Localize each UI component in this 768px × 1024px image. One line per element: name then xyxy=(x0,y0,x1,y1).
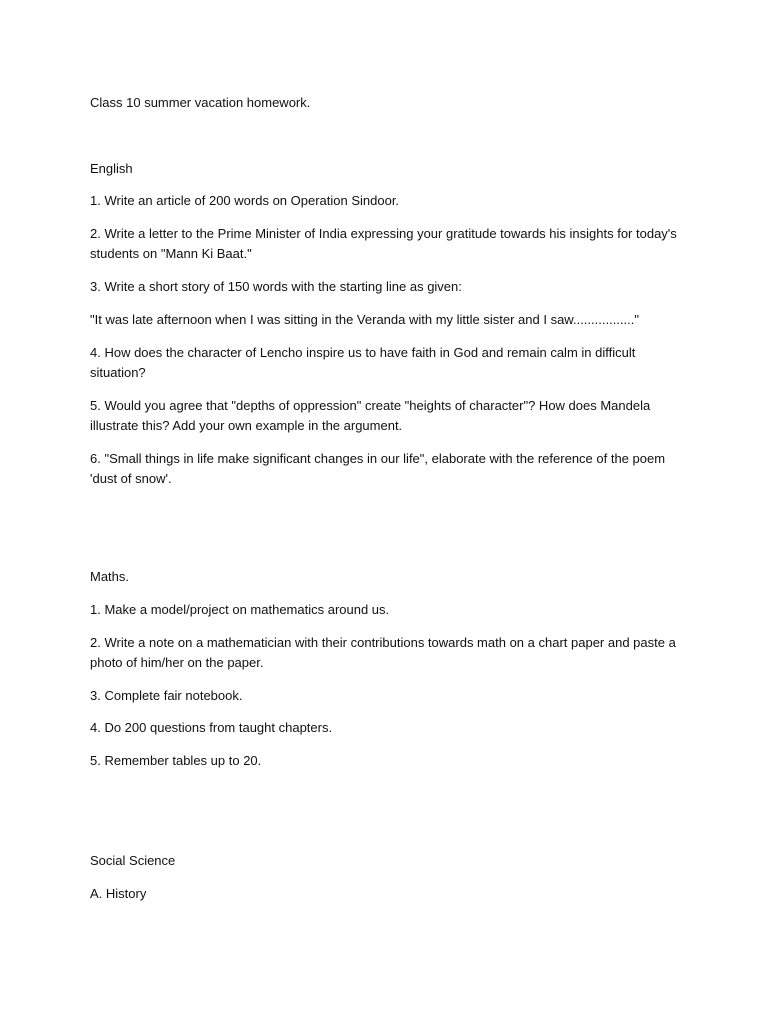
maths-item-3: 3. Complete fair notebook. xyxy=(90,688,243,703)
english-item-5: 5. Would you agree that "depths of oppression" create "heights of character"? How does Mandela illustrate this? Add your own example in the argument. xyxy=(90,398,651,433)
english-item-4: 4. How does the character of Lencho inspire us to have faith in God and remain calm in difficult situation? xyxy=(90,345,636,380)
document-title: Class 10 summer vacation homework. xyxy=(90,95,311,110)
section-heading-maths: Maths. xyxy=(90,569,130,584)
section-heading-english: English xyxy=(90,161,133,176)
english-item-1: 1. Write an article of 200 words on Operation Sindoor. xyxy=(90,193,400,208)
maths-item-1: 1. Make a model/project on mathematics around us. xyxy=(90,602,390,617)
section-heading-social-science: Social Science xyxy=(90,853,176,868)
maths-item-4: 4. Do 200 questions from taught chapters. xyxy=(90,720,333,735)
subheading-history: A. History xyxy=(90,886,147,901)
english-item-3-starting-line: "It was late afternoon when I was sitting in the Veranda with my little sister and I saw................." xyxy=(90,312,639,327)
maths-item-2: 2. Write a note on a mathematician with their contributions towards math on a chart paper and paste a photo of him/her on the paper. xyxy=(90,635,676,670)
english-item-2: 2. Write a letter to the Prime Minister of India expressing your gratitude towards his insights for today's students on "Mann Ki Baat." xyxy=(90,226,677,261)
english-item-6: 6. "Small things in life make significant changes in our life", elaborate with the reference of the poem 'dust of snow'. xyxy=(90,451,666,486)
english-item-3: 3. Write a short story of 150 words with the starting line as given: xyxy=(90,279,462,294)
maths-item-5: 5. Remember tables up to 20. xyxy=(90,753,262,768)
